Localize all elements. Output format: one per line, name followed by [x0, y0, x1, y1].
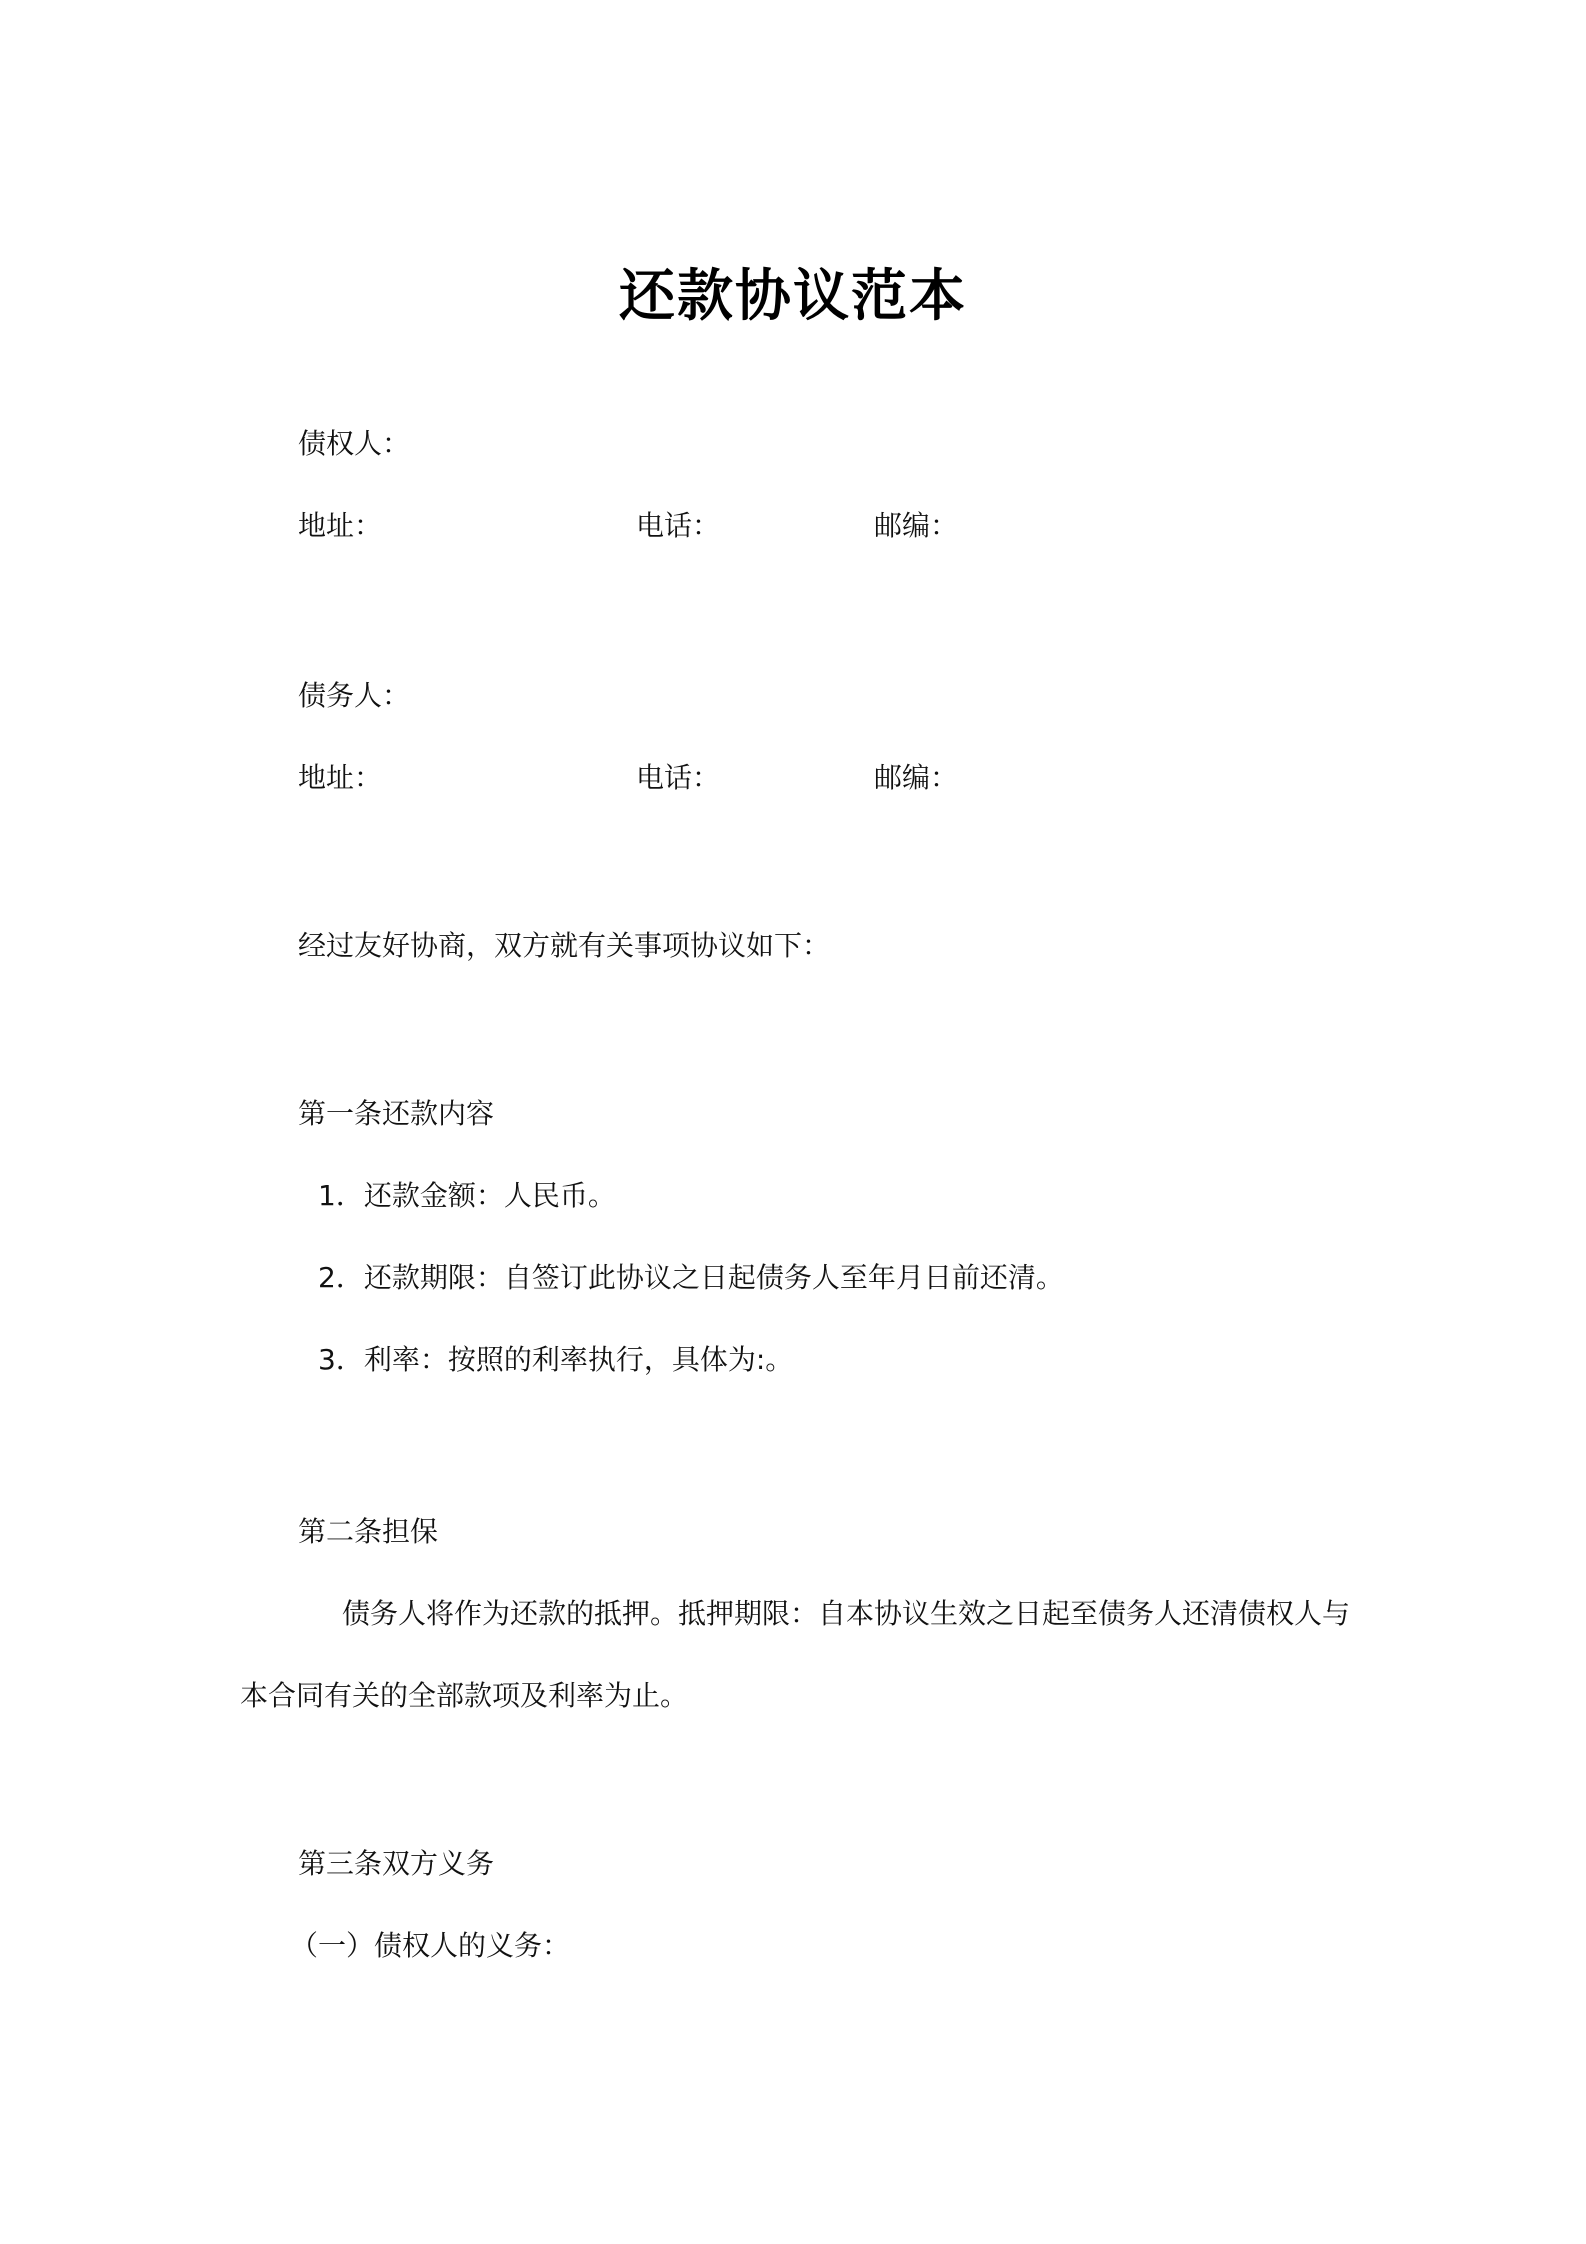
debtor-label: 债务人： — [298, 679, 411, 712]
debtor-phone-label: 电话： — [636, 761, 721, 794]
article2-heading: 第二条担保 — [298, 1515, 439, 1548]
article1-item: 2．还款期限：自签订此协议之日起债务人至年月日前还清。 — [318, 1261, 1064, 1294]
creditor-postcode-label: 邮编： — [874, 509, 959, 542]
creditor-phone-label: 电话： — [636, 509, 721, 542]
creditor-address-label: 地址： — [298, 509, 383, 542]
article3-subheading: （一）债权人的义务： — [290, 1929, 571, 1962]
article1-item: 1．还款金额：人民币。 — [318, 1179, 616, 1212]
intro-text: 经过友好协商，双方就有关事项协议如下： — [298, 929, 831, 962]
article2-paragraph-line2: 本合同有关的全部款项及利率为止。 — [240, 1679, 689, 1712]
article1-heading: 第一条还款内容 — [298, 1097, 495, 1130]
creditor-label: 债权人： — [298, 427, 411, 460]
debtor-address-label: 地址： — [298, 761, 383, 794]
debtor-postcode-label: 邮编： — [874, 761, 959, 794]
article3-heading: 第三条双方义务 — [298, 1847, 495, 1880]
article1-item: 3．利率：按照的利率执行，具体为:。 — [318, 1343, 794, 1376]
article2-paragraph-line1: 债务人将作为还款的抵押。抵押期限：自本协议生效之日起至债务人还清债权人与 — [342, 1597, 1351, 1630]
document-title: 还款协议范本 — [619, 264, 967, 329]
